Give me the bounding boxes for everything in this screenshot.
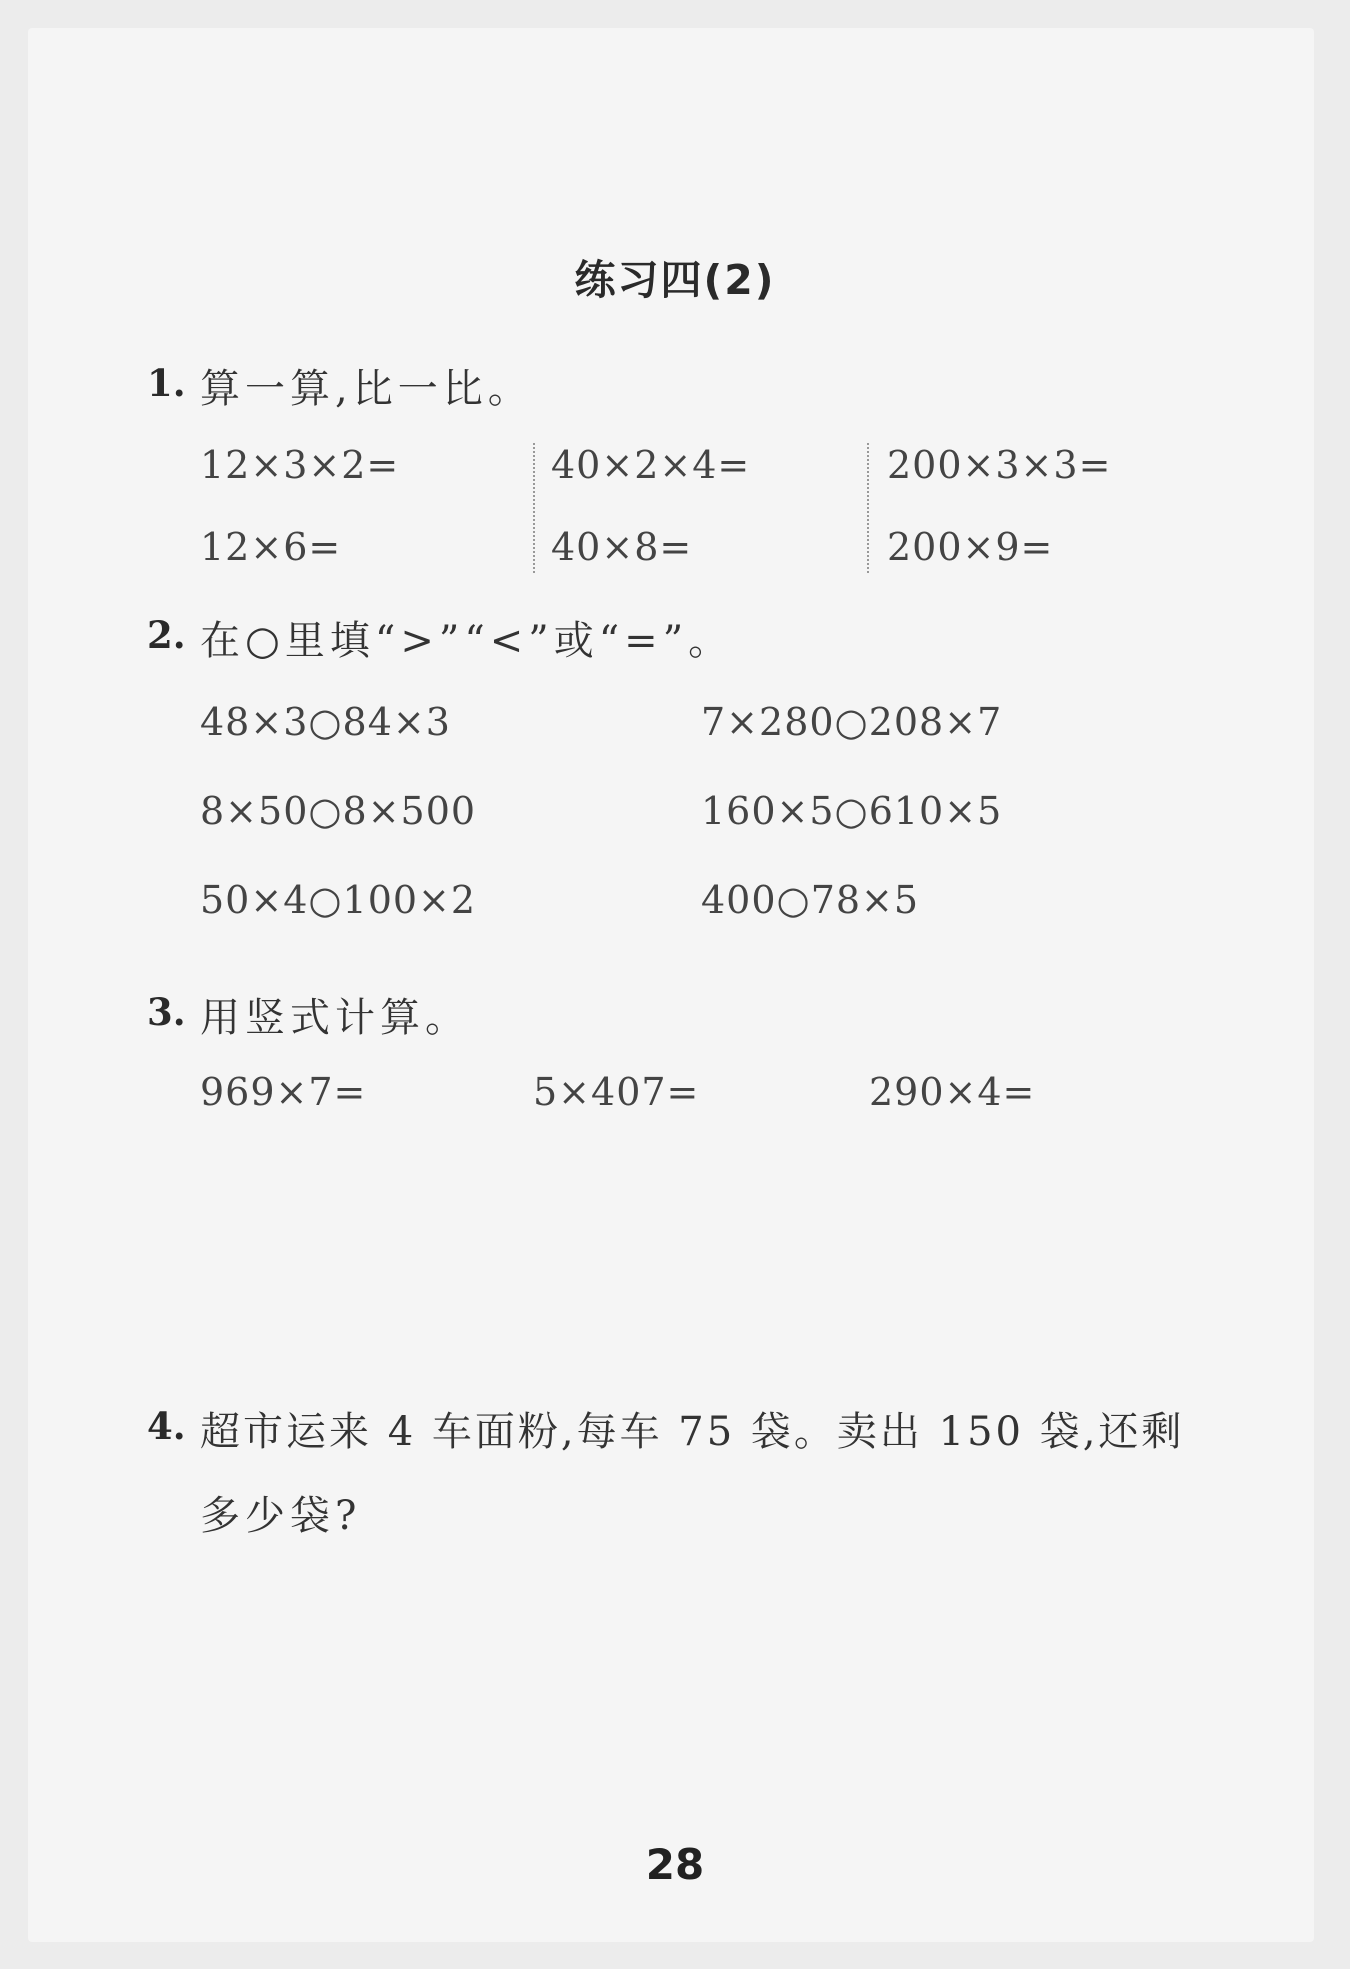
question-4-number: 4. [147, 1404, 186, 1448]
vertical-calc-item: 290×4= [869, 1070, 1036, 1114]
comparison-item: 50×4○100×2 [200, 878, 477, 922]
q1-expression: 200×9= [887, 525, 1054, 569]
column-divider [867, 443, 869, 573]
question-2-text: 在○里填“>”“<”或“=”。 [200, 618, 734, 664]
question-2-number: 2. [147, 613, 186, 657]
vertical-calc-item: 5×407= [533, 1070, 700, 1114]
comparison-item: 48×3○84×3 [200, 700, 451, 744]
q1-expression: 12×6= [200, 525, 342, 569]
comparison-item: 160×5○610×5 [701, 789, 1003, 833]
page-number: 28 [645, 1840, 705, 1889]
question-1-number: 1. [147, 361, 186, 405]
question-3-text: 用竖式计算。 [200, 995, 470, 1041]
vertical-calc-item: 969×7= [200, 1070, 367, 1114]
question-4-text-line2: 多少袋? [200, 1493, 362, 1539]
page-title: 练习四(2) [574, 256, 776, 304]
comparison-item: 8×50○8×500 [200, 789, 477, 833]
question-3-number: 3. [147, 990, 186, 1034]
q1-expression: 12×3×2= [200, 443, 400, 487]
question-1-text: 算一算,比一比。 [200, 366, 533, 412]
q1-expression: 40×8= [551, 525, 693, 569]
q1-expression: 40×2×4= [551, 443, 751, 487]
comparison-item: 7×280○208×7 [701, 700, 1003, 744]
comparison-item: 400○78×5 [701, 878, 920, 922]
worksheet-page [28, 28, 1314, 1942]
column-divider [533, 443, 535, 573]
question-4-text-line1: 超市运来 4 车面粉,每车 75 袋。卖出 150 袋,还剩 [200, 1409, 1185, 1455]
q1-expression: 200×3×3= [887, 443, 1112, 487]
